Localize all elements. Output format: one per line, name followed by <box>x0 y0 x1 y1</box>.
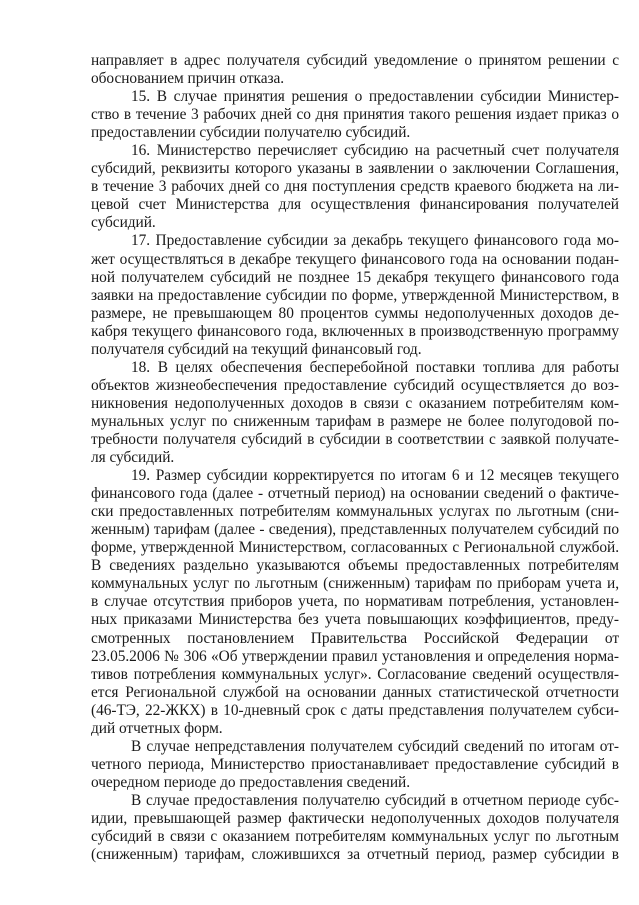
text-line: смотренных постановлением Правительства Российской Федерации от <box>91 629 619 647</box>
text-line: ски предоставленных потребителям коммунальных услугах по льготным (сни- <box>91 503 619 521</box>
text-line: тивов потребления коммунальных услуг». Согласование сведений осуществля- <box>91 665 619 683</box>
text-line: требности получателя субсидий в субсидии в соответствии с заявкой получате- <box>91 430 619 448</box>
text-line: ных приказами Министерства без учета повышающих коэффициентов, преду- <box>91 611 619 629</box>
text-line: дий отчетных форм. <box>91 719 223 737</box>
document-body-text <box>91 52 619 864</box>
text-line: объектов жизнеобеспечения предоставление субсидий осуществляется до воз- <box>91 376 619 394</box>
text-line: субсидий, реквизиты которого указаны в заявлении о заключении Соглашения, <box>91 160 619 178</box>
text-line: форме, утвержденной Министерством, согласованных с Региональной службой. <box>91 539 619 557</box>
text-line: (сниженным) тарифам, сложившихся за отчетный период, размер субсидии в <box>91 846 619 864</box>
text-line: финансового года (далее - отчетный период) на основании сведений о фактиче- <box>91 485 619 503</box>
text-line: ной получателем субсидий не позднее 15 декабря текущего финансового года <box>91 268 619 286</box>
text-line: 23.05.2006 № 306 «Об утверждении правил установления и определения норма- <box>91 647 619 665</box>
text-line: В сведениях раздельно указываются объемы предоставленных потребителям <box>91 557 619 575</box>
text-line: жет осуществляться в декабре текущего финансового года на основании подан- <box>91 250 619 268</box>
text-line: заявки на предоставление субсидии по форме, утвержденной Министерством, в <box>91 286 619 304</box>
text-line: никновения недополученных доходов в связи с оказанием потребителям ком- <box>91 394 619 412</box>
text-line: получателя субсидий на текущий финансовый год. <box>91 340 422 358</box>
text-line: кабря текущего финансового года, включенных в производственную программу <box>91 322 619 340</box>
text-line: субсидий. <box>91 214 156 232</box>
text-line: идии, превышающей размер фактически недополученных доходов получателя <box>91 809 619 827</box>
text-line: ля субсидий. <box>91 449 175 467</box>
text-line: женным) тарифам (далее - сведения), представленных получателем субсидий по <box>91 521 619 539</box>
text-line: субсидий в связи с оказанием потребителям коммунальных услуг по льготным <box>91 828 619 846</box>
text-line: размере, не превышающем 80 процентов суммы недополученных доходов де- <box>91 304 619 322</box>
text-line: 15. В случае принятия решения о предоставлении субсидии Министер- <box>131 88 619 106</box>
text-line: предоставлении субсидии получателю субсидий. <box>91 124 411 142</box>
text-line: в случае отсутствия приборов учета, по нормативам потребления, установлен- <box>91 593 619 611</box>
text-line: 18. В целях обеспечения бесперебойной поставки топлива для работы <box>131 358 619 376</box>
text-line: ство в течение 3 рабочих дней со дня принятия такого решения издает приказ о <box>91 106 619 124</box>
text-line: четного периода, Министерство приостанавливает предоставление субсидий в <box>91 755 619 773</box>
text-line: в течение 3 рабочих дней со дня поступления средств краевого бюджета на ли- <box>91 178 619 196</box>
text-line: мунальных услуг по сниженным тарифам в размере не более полугодовой по- <box>91 412 619 430</box>
text-line: 19. Размер субсидии корректируется по итогам 6 и 12 месяцев текущего <box>131 467 619 485</box>
text-line: 17. Предоставление субсидии за декабрь текущего финансового года мо- <box>131 232 619 250</box>
text-line: очередном периоде до предоставления сведений. <box>91 773 411 791</box>
text-line: В случае предоставления получателю субсидий в отчетном периоде субс- <box>131 791 619 809</box>
text-line: цевой счет Министерства для осуществления финансирования получателей <box>91 196 619 214</box>
text-line: 16. Министерство перечисляет субсидию на расчетный счет получателя <box>131 142 619 160</box>
text-line: В случае непредставления получателем субсидий сведений по итогам от- <box>131 737 619 755</box>
text-line: (46-ТЭ, 22-ЖКХ) в 10-дневный срок с даты представления получателем субси- <box>91 701 619 719</box>
text-line: обоснованием причин отказа. <box>91 70 285 88</box>
text-line: ется Региональной службой на основании данных статистической отчетности <box>91 683 619 701</box>
text-line: коммунальных услуг по льготным (сниженным) тарифам по приборам учета и, <box>91 575 619 593</box>
text-line: направляет в адрес получателя субсидий уведомление о принятом решении с <box>91 52 619 69</box>
